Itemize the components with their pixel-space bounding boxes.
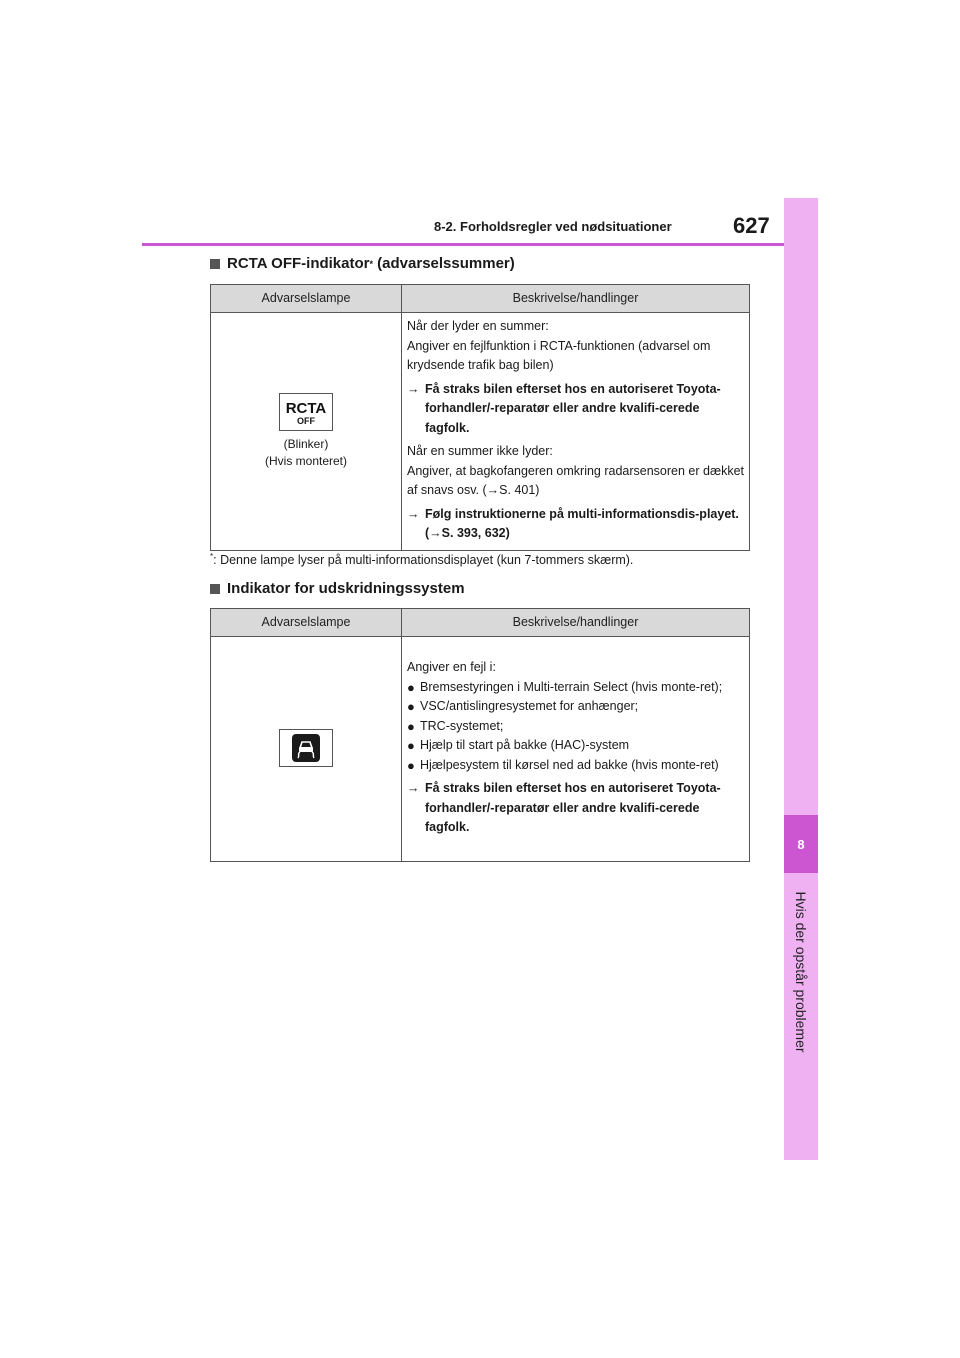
square-bullet-icon	[210, 584, 220, 594]
heading-suffix: (advarselssummer)	[373, 255, 515, 272]
section-heading-rcta	[210, 255, 515, 272]
action-item	[407, 380, 746, 439]
lamp-cell	[211, 637, 402, 862]
list-item	[407, 678, 746, 698]
lamp-note-if-fitted: (Hvis monteret)	[264, 453, 347, 468]
slip-warning-table	[210, 608, 750, 862]
off-icon-text: OFF	[297, 416, 315, 426]
rcta-off-icon-graphic	[284, 397, 328, 427]
footnote	[210, 552, 633, 567]
bullet-icon: ●	[407, 679, 415, 695]
footnote-mark: *	[210, 552, 214, 561]
column-header-description: Beskrivelse/handlinger	[402, 609, 750, 637]
rcta-warning-table	[210, 284, 750, 551]
column-header-lamp: Advarselslampe	[211, 285, 402, 313]
action-text: Få straks bilen efterset hos en autoriseret Toyota-forhandler/-reparatør eller andre kvalifi-cerede fagfolk.	[425, 381, 721, 435]
description-cell	[402, 637, 750, 862]
lamp-note-blinks: (Blinker)	[283, 436, 329, 451]
bullet-icon: ●	[407, 757, 415, 773]
slip-indicator-icon	[279, 729, 333, 767]
fault-intro: Angiver en fejl i:	[407, 660, 496, 675]
arrow-icon: →	[407, 506, 420, 521]
list-item-text: Bremsestyringen i Multi-terrain Select (hvis monte-ret);	[420, 679, 723, 694]
list-item	[407, 717, 746, 737]
bullet-icon: ●	[407, 699, 415, 715]
square-bullet-icon	[210, 259, 220, 269]
heading-text: RCTA OFF-indikator	[227, 255, 370, 272]
arrow-icon: →	[407, 781, 420, 796]
heading-footnote-mark: *	[369, 258, 374, 269]
list-item	[407, 736, 746, 756]
bullet-icon: ●	[407, 738, 415, 754]
paragraph-buzzer-off-text: Angiver, at bagkofangeren omkring radarsensoren er dækket af snavs osv. (→S. 401)	[407, 463, 744, 497]
action-item	[407, 505, 746, 544]
arrow-icon: →	[407, 381, 420, 396]
list-item-text: Hjælpesystem til kørsel ned ad bakke (hvis monte-ret)	[420, 757, 719, 772]
section-header: 8-2. Forholdsregler ved nødsituationer	[434, 219, 672, 234]
lamp-cell	[211, 313, 402, 551]
header-divider	[142, 243, 784, 246]
action-text: Følg instruktionerne på multi-informationsdis-playet. (→S. 393, 632)	[425, 506, 739, 540]
footnote-text: : Denne lampe lyser på multi-informationsdisplayet (kun 7-tommers skærm).	[213, 553, 634, 568]
list-item-text: Hjælp til start på bakke (HAC)-system	[420, 738, 630, 753]
list-item-text: VSC/antislingresystemet for anhænger;	[420, 699, 639, 714]
heading-text: Indikator for udskridningssystem	[227, 580, 465, 597]
page-number: 627	[733, 213, 770, 238]
action-item	[407, 779, 746, 838]
list-item-text: TRC-systemet;	[420, 718, 504, 733]
column-header-description: Beskrivelse/handlinger	[402, 285, 750, 313]
rcta-off-icon	[279, 393, 333, 431]
skidding-car-icon	[291, 733, 321, 763]
section-heading-slip	[210, 580, 465, 597]
list-item	[407, 697, 746, 717]
chapter-number: 8	[784, 815, 818, 873]
paragraph-buzzer-on-title: Når der lyder en summer:	[407, 319, 549, 333]
description-cell	[402, 313, 750, 551]
paragraph-buzzer-on-text: Angiver en fejlfunktion i RCTA-funktionen (advarsel om krydsende trafik bag bilen)	[407, 338, 711, 372]
chapter-title: Hvis der opstår problemer	[793, 891, 809, 1053]
column-header-lamp: Advarselslampe	[211, 609, 402, 637]
action-text: Få straks bilen efterset hos en autoriseret Toyota-forhandler/-reparatør eller andre kvalifi-cerede fagfolk.	[425, 781, 721, 835]
bullet-icon: ●	[407, 718, 415, 734]
rcta-icon-text: RCTA	[285, 400, 327, 417]
list-item	[407, 756, 746, 776]
paragraph-buzzer-off-title: Når en summer ikke lyder:	[407, 444, 553, 458]
